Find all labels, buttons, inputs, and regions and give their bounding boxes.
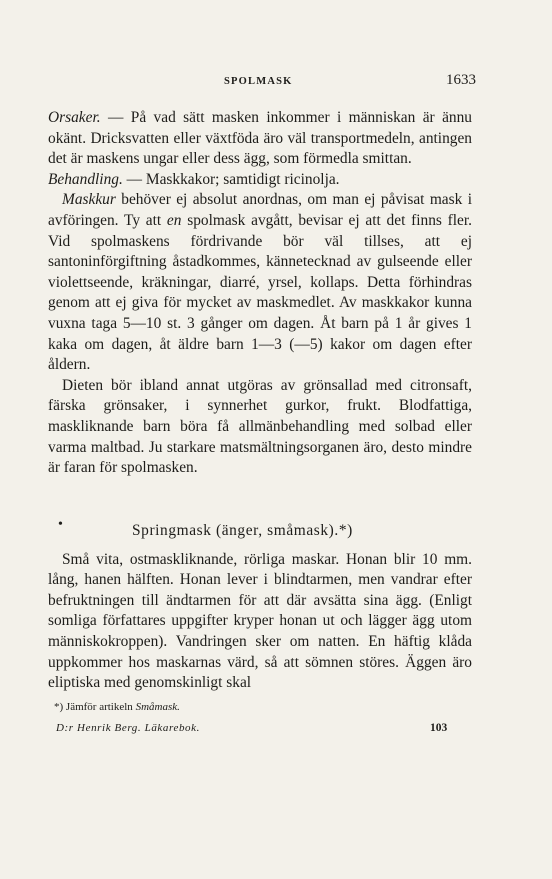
cure-text-b: spolmask avgått, bevisar ej att det finns fler. Vid spolmaskens fördrivande bör väl tillses, att ej santoninförgiftning åstadkommes, kännetecknad av gulseende eller violettseende, kräkningar, diarré, yrsel, kollaps. Detta förhindras genom att ej giva för mycket av maskmedlet. Av maskkakor kunna vuxna taga 5—10 st. 3 gånger om dagen. Åt barn på 1 år gives 1 kaka om dagen, åt äldre barn 1—3 (—5) kakor om dagen efter åldern. xyxy=(48,211,472,374)
printer-signature xyxy=(48,722,472,738)
cure-emphasis: en xyxy=(166,211,182,229)
causes-paragraph xyxy=(48,108,472,170)
signature-title: D:r Henrik Berg. Läkarebok. xyxy=(56,721,200,734)
footnote-reference: Småmask. xyxy=(135,700,180,713)
signature-number: 103 xyxy=(430,721,448,734)
cure-label: Maskkur xyxy=(62,191,116,209)
diet-paragraph: Dieten bör ibland annat utgöras av grönsallad med citronsaft, färska grönsaker, i synnerhet gurkor, frukt. Blodfattiga, maskliknande barn böra få allmänbehandling med solbad eller varma maltbad. Ju starkare matsmältningsorganen äro, desto mindre är faran för spolmasken. xyxy=(48,376,472,477)
cure-paragraph xyxy=(48,190,472,375)
treatment-text: — Maskkakor; samtidigt ricinolja. xyxy=(122,170,340,188)
pinworm-paragraph: Små vita, ostmaskliknande, rörliga maskar. Honan blir 10 mm. lång, hanen hälften. Honan lever i blindtarmen, men vandrar efter befruktningen till ändtarmen för att där avsätta sina ägg. (Enligt somliga författares uppgifter kryper honan ut och lägger ägg utom människokroppen). Vandringen sker om natten. En häftig klåda uppkommer hos maskarnas värd, så att sömnen störes. Äggen äro eliptiska med genomskinligt skal xyxy=(48,550,472,692)
running-head xyxy=(48,70,476,92)
section-heading: Springmask (änger, småmask).*) xyxy=(132,521,353,539)
book-page xyxy=(48,70,476,738)
page-number: 1633 xyxy=(446,72,476,88)
footnote xyxy=(48,700,472,714)
treatment-paragraph xyxy=(48,170,472,191)
causes-label: Orsaker. xyxy=(48,109,101,126)
section-heading-row xyxy=(48,516,472,541)
cure-text-a: behöver ej absolut anordnas, om man ej påvisat mask i avföringen. Ty att xyxy=(48,191,472,229)
footnote-marker: *) Jämför artikeln xyxy=(54,700,136,713)
section-bullet: • xyxy=(58,516,63,532)
running-head-title: SPOLMASK xyxy=(224,76,293,87)
causes-text: — På vad sätt masken inkommer i människan är ännu okänt. Dricksvatten eller växtföda äro väl transportmedeln, antingen det är maskens ungar eller dess ägg, som förmedla smittan. xyxy=(48,109,472,168)
section-text xyxy=(48,550,472,694)
main-text xyxy=(48,108,472,479)
treatment-label: Behandling. xyxy=(48,170,123,188)
